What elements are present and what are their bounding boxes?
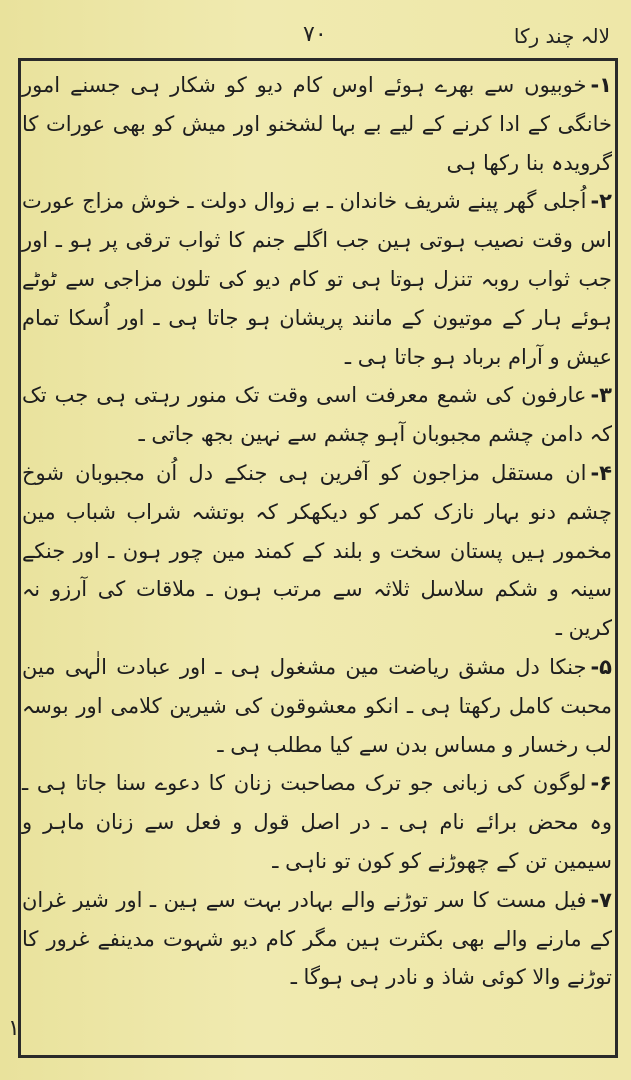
body-text bbox=[22, 66, 612, 1041]
paragraph-number: ۶- bbox=[590, 771, 612, 796]
paragraph-text: عارفون کی شمع معرفت اسی وقت تک منور رہتی ہی جب تک کہ دامن چشم مجبوبان آہو چشم سے نہین بجھ جاتی ـ bbox=[22, 383, 612, 447]
paragraph bbox=[22, 454, 612, 648]
page-number: ۷۰ bbox=[303, 22, 327, 47]
paragraph bbox=[22, 648, 612, 764]
paragraph bbox=[22, 376, 612, 454]
paragraph-text: لوگون کی زبانی جو ترک مصاحبت زنان کا دعوے سنا جاتا ہی ـ وہ محض برائے نام ہی ـ در اصل قول و فعل سے زنان ماہر و سیمین تن کے چھوڑنے کو کون تو ناہی ـ bbox=[22, 771, 612, 873]
paragraph bbox=[22, 764, 612, 880]
running-head: لالہ چند رکا bbox=[513, 24, 610, 48]
paragraph-text: فیل مست کا سر توڑنے والے بہادر بہت سے ہین ـ اور شیر غران کے مارنے والے بھی بکثرت ہین مگر کام دیو شہوت مدینفے غرور کا توڑنے والا کوئی شاذ و نادر ہی ہوگا ـ bbox=[22, 887, 612, 990]
paragraph bbox=[22, 881, 612, 997]
page-header bbox=[18, 20, 618, 54]
corner-mark: ۱ bbox=[8, 1016, 20, 1041]
paragraph-text: ان مستقل مزاجون کو آفرین ہی جنکے دل اُن مجبوبان شوخ چشم دنو بہار نازک کمر کو دیکھکر کہ بوتشہ شراب شباب مین مخمور ہیں پستان سخت و بلند کے کمند مین چور ہون ـ اور جنکے سینہ و شکم سلاسل ثلاثہ سے مرتب ہون ـ ملاقات کی آرزو نہ کرین ـ bbox=[22, 460, 612, 641]
paragraph-number: ۴- bbox=[590, 460, 612, 485]
paragraph-number: ۲- bbox=[590, 189, 612, 214]
paragraph-text: خوبیوں سے بھرے ہوئے اوس کام دیو کو شکار ہی جسنے امور خانگی کے ادا کرنے کے لیے بے بہا لشخنو اور میش کو بھی عورات کا گرویدہ بنا رکھا ہی bbox=[22, 73, 612, 175]
paragraph bbox=[22, 182, 612, 376]
paragraph-number: ۷- bbox=[590, 887, 612, 912]
paragraph-number: ۳- bbox=[590, 383, 612, 408]
paragraph-text: اُجلی گھر پینے شریف خاندان ـ بے زوال دولت ـ خوش مزاج عورت اس وقت نصیب ہوتی ہین جب اگلے جنم کا ثواب ترقی پر ہو ـ اور جب ثواب روبہ تنزل ہوتا ہی تو کام دیو کی تلون مزاجی سے ٹوٹے ہوئے ہار کے موتیون کے مانند پریشان ہو جاتا ہی ـ اور اُسکا تمام عیش و آرام برباد ہو جاتا ہی ـ bbox=[22, 189, 612, 369]
paragraph-number: ۵- bbox=[590, 654, 612, 679]
paragraph-number: ۱- bbox=[590, 73, 612, 97]
paragraph bbox=[22, 66, 612, 182]
paragraph-text: جنکا دل مشق ریاضت مین مشغول ہی ـ اور عبادت الٰہی مین محبت کامل رکھتا ہی ـ انکو معشوقون کی شیرین کلامی اور بوسہ لب رخسار و مساس بدن سے کیا مطلب ہی ـ bbox=[22, 654, 612, 757]
